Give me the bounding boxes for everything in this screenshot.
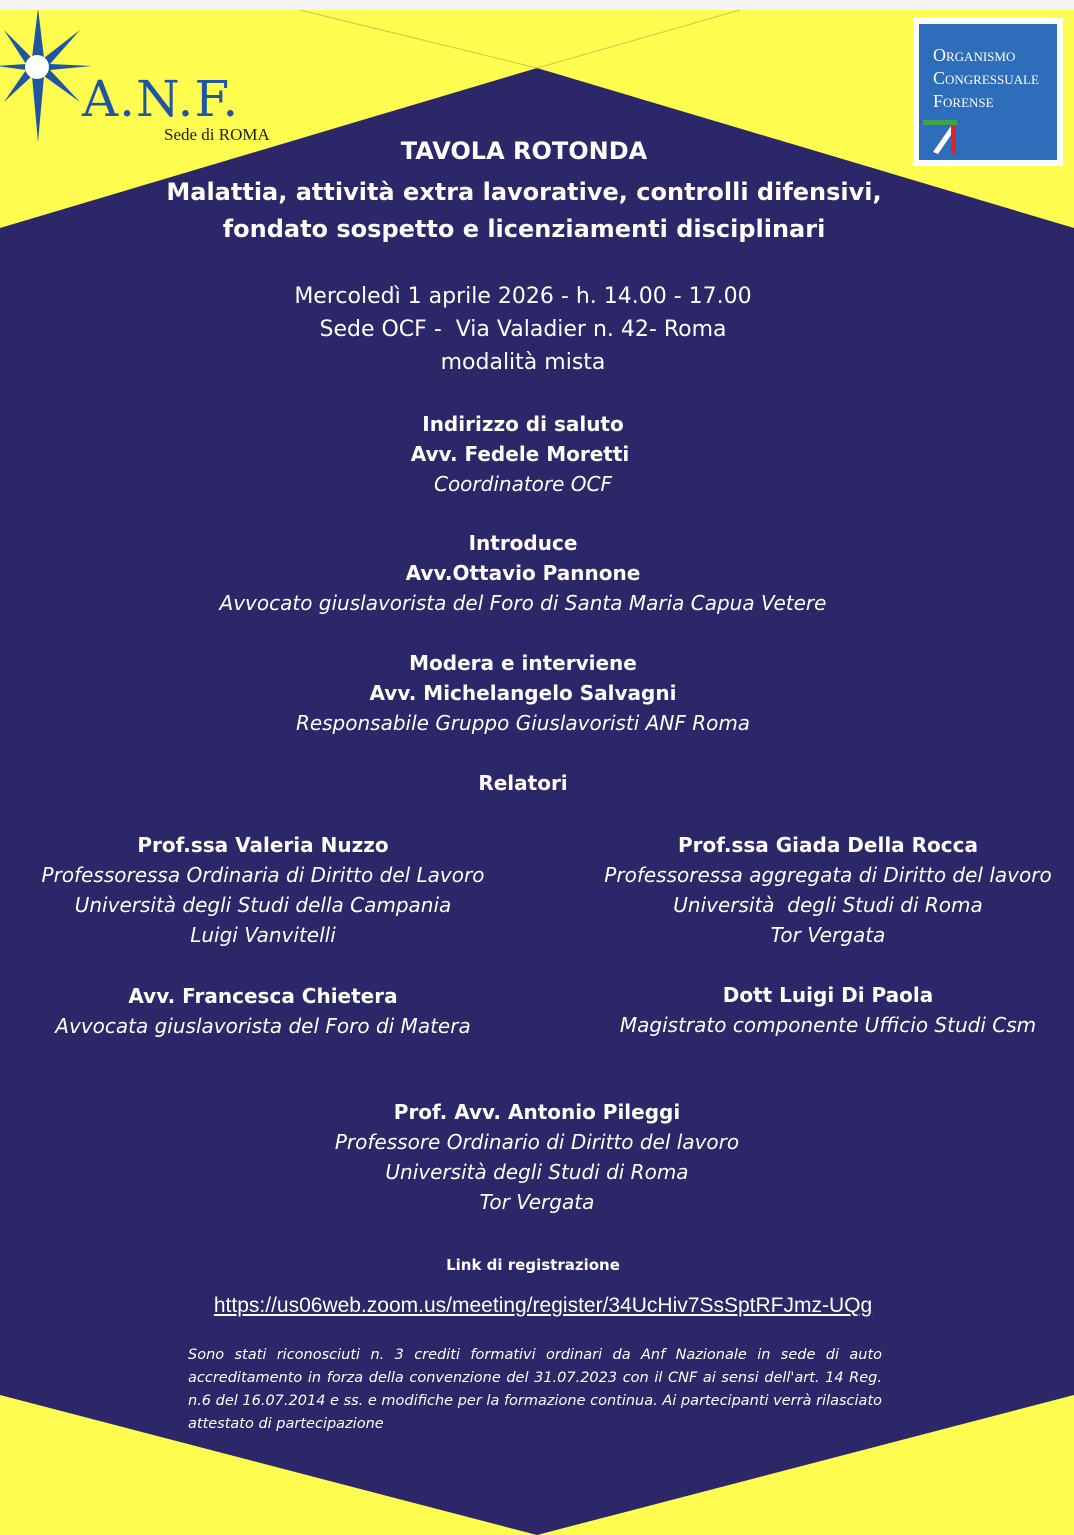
greeting-role: Coordinatore OCF: [433, 472, 613, 496]
speaker-role: Università degli Studi della Campania: [74, 893, 452, 917]
event-subtitle: [0, 174, 1048, 248]
speaker-role: Università degli Studi di Roma: [673, 893, 983, 917]
speaker-card: [580, 830, 1074, 950]
speaker-card: [0, 830, 526, 950]
speaker-role: Professoressa Ordinaria di Diritto del Lavoro: [41, 863, 485, 887]
event-info: [0, 280, 1046, 379]
intro-role: Avvocato giuslavorista del Foro di Santa Maria Capua Vetere: [219, 591, 827, 615]
speaker-role: Professore Ordinario di Diritto del lavoro: [334, 1130, 740, 1154]
moderator-heading: Modera e interviene: [409, 651, 637, 675]
anf-sub: Sede di ROMA: [164, 125, 270, 144]
speaker-card: [0, 1097, 1074, 1217]
event-mode: modalità mista: [440, 350, 606, 375]
anf-letters: A.N.F.: [82, 70, 240, 128]
speaker-role: Magistrato componente Ufficio Studi Csm: [619, 1013, 1037, 1037]
speaker-name: Prof.ssa Valeria Nuzzo: [137, 833, 389, 857]
subtitle-line-2: fondato sospetto e licenziamenti disciplinari: [222, 215, 826, 243]
registration-label: Link di registrazione: [446, 1256, 620, 1274]
speaker-role: Tor Vergata: [479, 1190, 595, 1214]
credits-note: Sono stati riconosciuti n. 3 crediti formativi ordinari da Anf Nazionale in sede di auto accreditamento in forza della convenzione del 31.07.2023 con il CNF ai sensi dell'art. 14 Reg. n.6 del 16.07.2014 e ss. e modifiche per la formazione continua. Ai partecipanti verrà rilasciato attestato di partecipazione: [188, 1347, 882, 1432]
speaker-card: [0, 981, 526, 1041]
speaker-name: Avv. Francesca Chietera: [128, 984, 398, 1008]
moderator-section: [0, 648, 1046, 738]
speaker-name: Prof.ssa Giada Della Rocca: [678, 833, 978, 857]
moderator-name: Avv. Michelangelo Salvagni: [369, 681, 677, 705]
speaker-role: Università degli Studi di Roma: [385, 1160, 689, 1184]
moderator-role: Responsabile Gruppo Giuslavoristi ANF Roma: [295, 711, 751, 735]
ocf-line-3: Forense: [933, 91, 994, 111]
speaker-card: [580, 980, 1074, 1040]
hex-guide-left: [300, 10, 537, 68]
event-date-time: Mercoledì 1 aprile 2026 - h. 14.00 - 17.00: [294, 284, 752, 309]
subtitle-line-1: Malattia, attività extra lavorative, controlli difensivi,: [166, 178, 882, 206]
speaker-role: Avvocata giuslavorista del Foro di Matera: [55, 1014, 471, 1038]
intro-heading: Introduce: [468, 531, 578, 555]
speaker-role: Tor Vergata: [770, 923, 886, 947]
greeting-heading: Indirizzo di saluto: [422, 412, 624, 436]
speakers-heading: Relatori: [478, 771, 568, 795]
ocf-line-2: Congressuale: [933, 68, 1039, 88]
hex-guide-right: [537, 10, 740, 68]
intro-name: Avv.Ottavio Pannone: [405, 561, 641, 585]
speaker-role: Luigi Vanvitelli: [190, 923, 336, 947]
anf-logo: [0, 10, 290, 150]
greeting-section: [0, 409, 1046, 499]
event-venue: Sede OCF - Via Valadier n. 42- Roma: [319, 317, 727, 342]
event-title: TAVOLA ROTONDA: [400, 137, 648, 165]
registration-link[interactable]: https://us06web.zoom.us/meeting/register/34UcHiv7SsSptRFJmz-UQg: [213, 1294, 873, 1317]
intro-section: [0, 528, 1046, 618]
speaker-name: Dott Luigi Di Paola: [722, 983, 934, 1007]
ocf-text: [933, 44, 1039, 113]
speaker-name: Prof. Avv. Antonio Pileggi: [393, 1100, 681, 1124]
speaker-role: Professoressa aggregata di Diritto del lavoro: [604, 863, 1052, 887]
ocf-line-1: Organismo: [933, 45, 1016, 65]
greeting-name: Avv. Fedele Moretti: [410, 442, 630, 466]
